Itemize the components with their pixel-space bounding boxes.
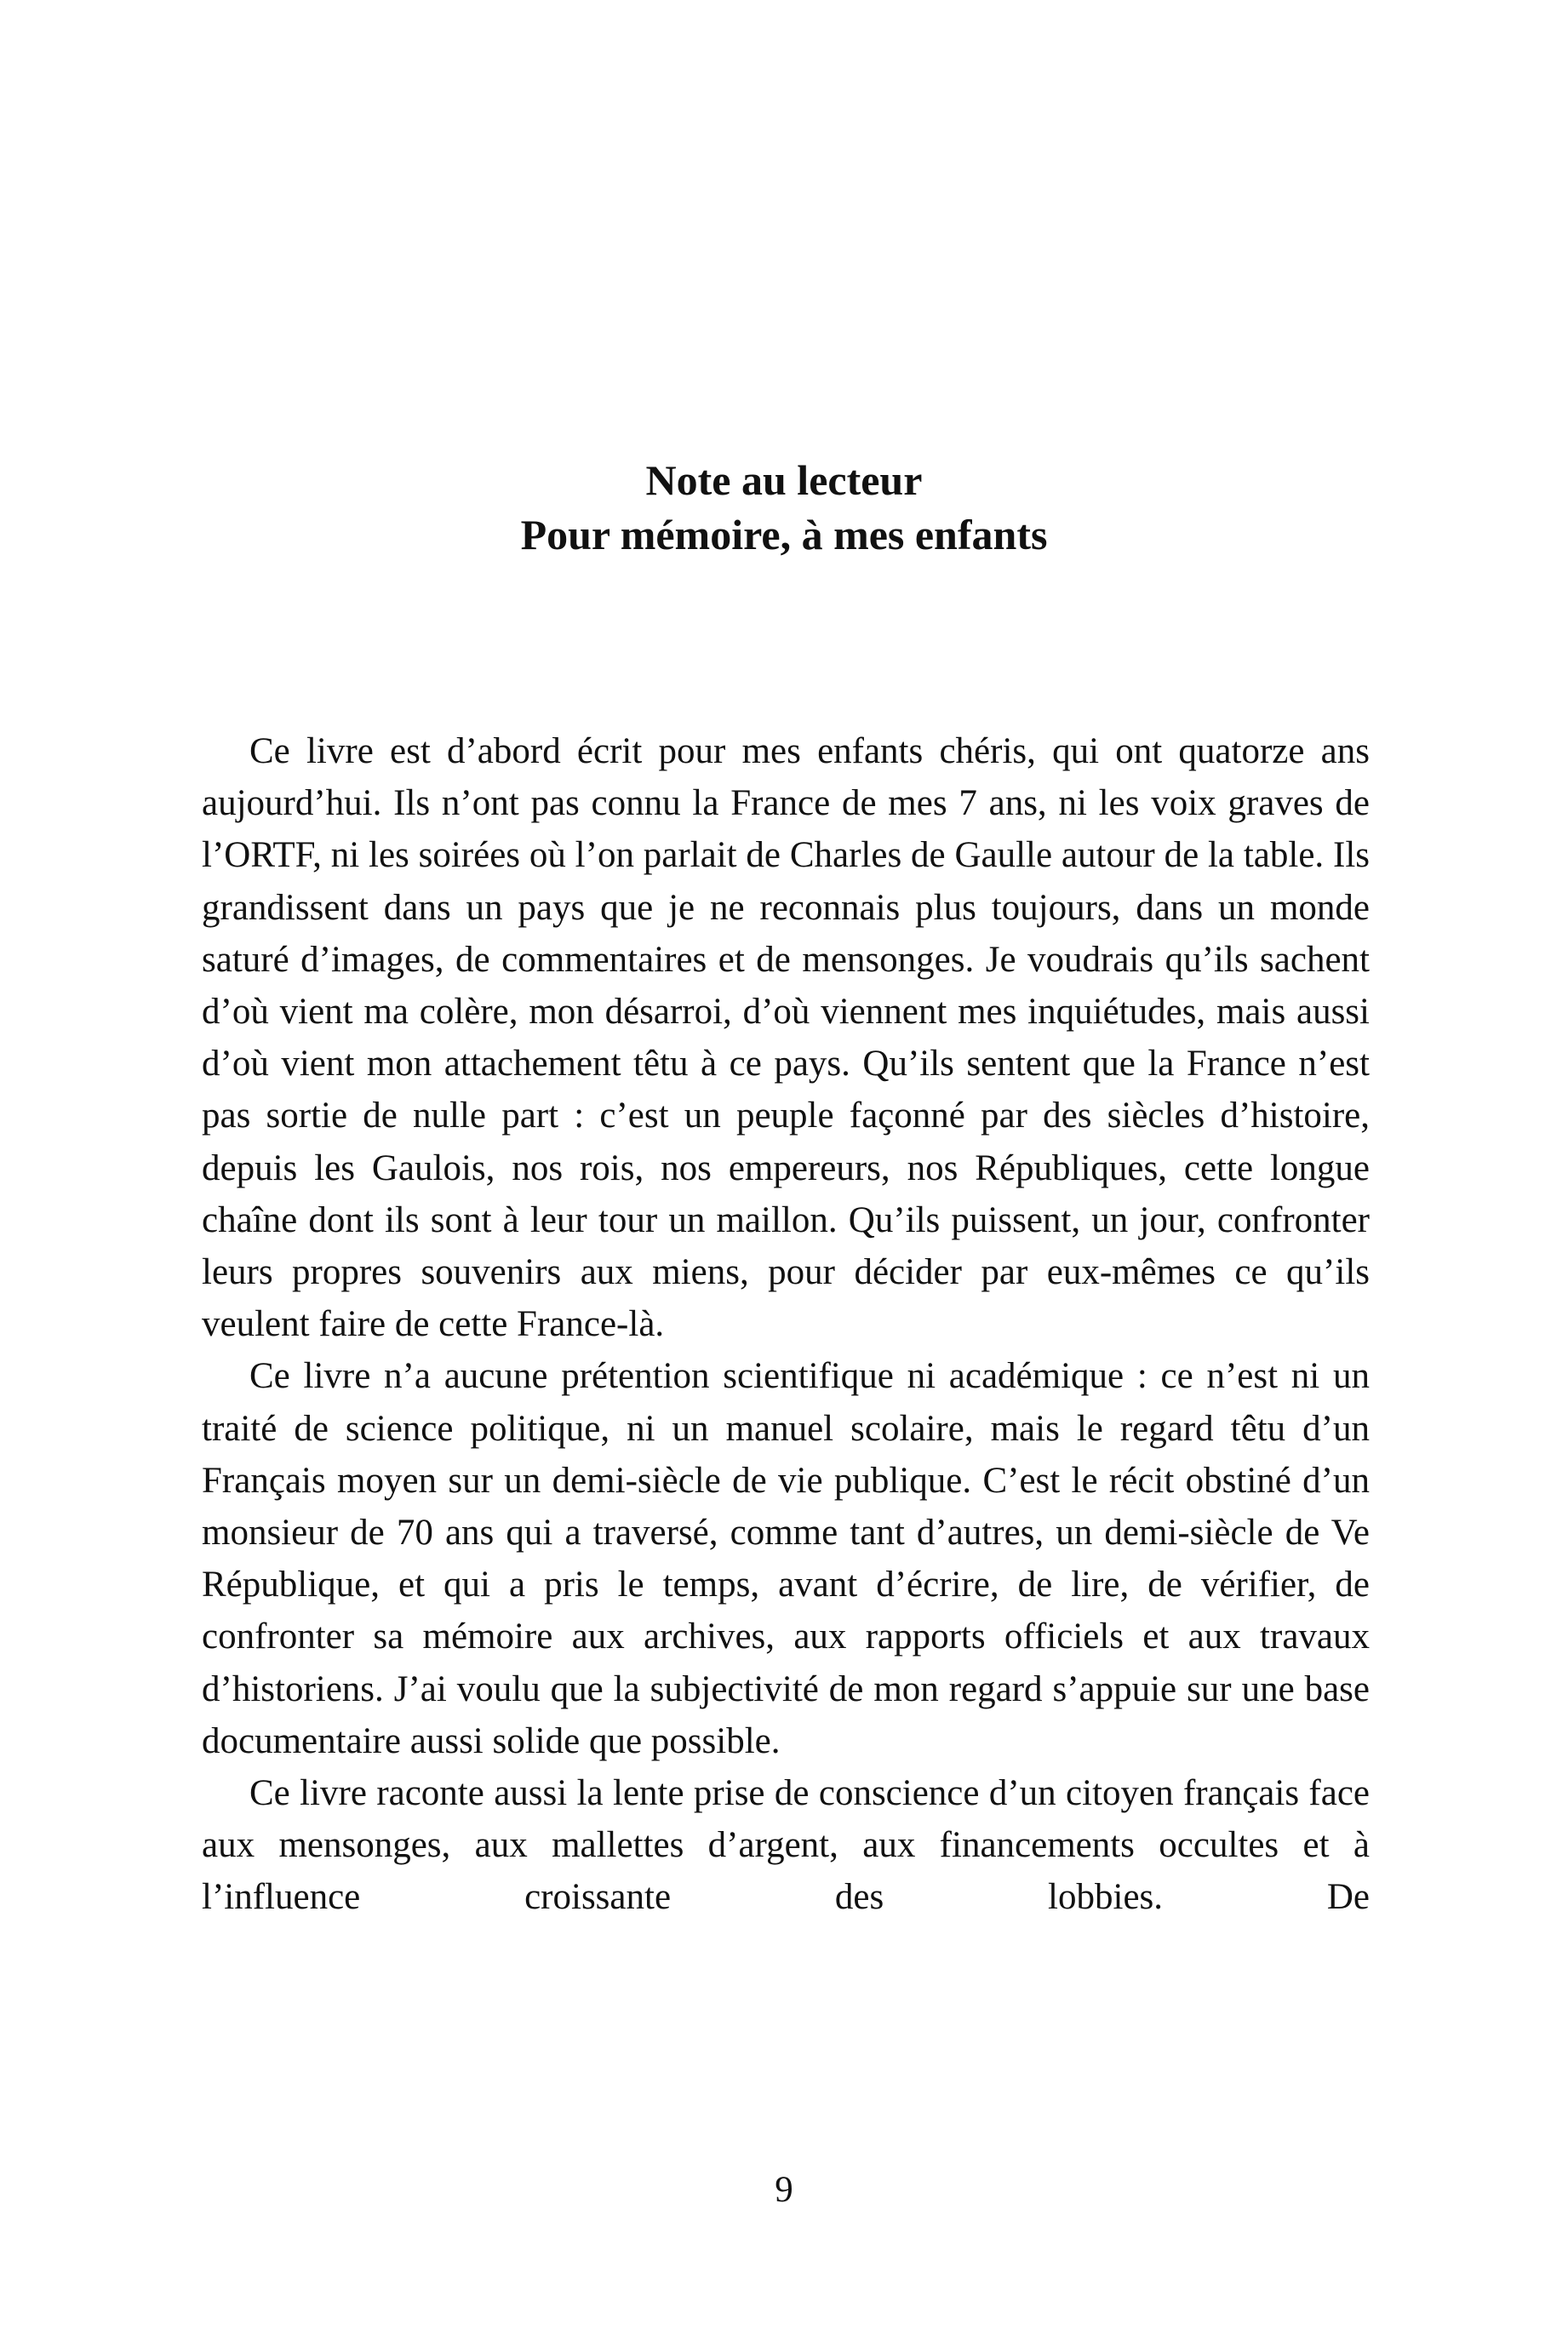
page-number: 9 <box>775 2170 793 2210</box>
chapter-title <box>0 453 1568 562</box>
body-text <box>202 725 1370 1924</box>
chapter-subtitle-line-2: Pour mémoire, à mes enfants <box>520 511 1048 558</box>
paragraph-3: Ce livre raconte aussi la lente prise de conscience d’un citoyen français face aux mensonges, aux mallettes d’argent, aux financements occultes et à l’influence croissante des lobbies. De <box>202 1773 1370 1918</box>
paragraph-1: Ce livre est d’abord écrit pour mes enfants chéris, qui ont quatorze ans aujourd’hui. Ils n’ont pas connu la France de mes 7 ans, ni les voix graves de l’ORTF, ni les soirées où l’on parlait de Charles de Gaulle autour de la table. Ils grandissent dans un pays que je ne reconnais plus toujours, dans un monde saturé d’images, de commentaires et de mensonges. Je voudrais qu’ils sachent d’où vient ma colère, mon désarroi, d’où viennent mes inquiétudes, mais aussi d’où vient mon attachement têtu à ce pays. Qu’ils sentent que la France n’est pas sortie de nulle part : c’est un peuple façonné par des siècles d’histoire, depuis les Gaulois, nos rois, nos empereurs, nos Républiques, cette longue chaîne dont ils sont à leur tour un maillon. Qu’ils puissent, un jour, confronter leurs propres souvenirs aux miens, pour décider par eux-mêmes ce qu’ils veulent faire de cette France-là. <box>202 731 1370 1345</box>
paragraph-2: Ce livre n’a aucune prétention scientifique ni académique : ce n’est ni un traité de science politique, ni un manuel scolaire, mais le regard têtu d’un Français moyen sur un demi-siècle de vie publique. C’est le récit obstiné d’un monsieur de 70 ans qui a traversé, comme tant d’autres, un demi-siècle de Ve République, et qui a pris le temps, avant d’écrire, de lire, de vérifier, de confronter sa mémoire aux archives, aux rapports officiels et aux travaux d’historiens. J’ai voulu que la subjectivité de mon regard s’appuie sur une base documentaire aussi solide que possible. <box>202 1356 1370 1761</box>
chapter-title-line-1: Note au lecteur <box>645 456 923 504</box>
